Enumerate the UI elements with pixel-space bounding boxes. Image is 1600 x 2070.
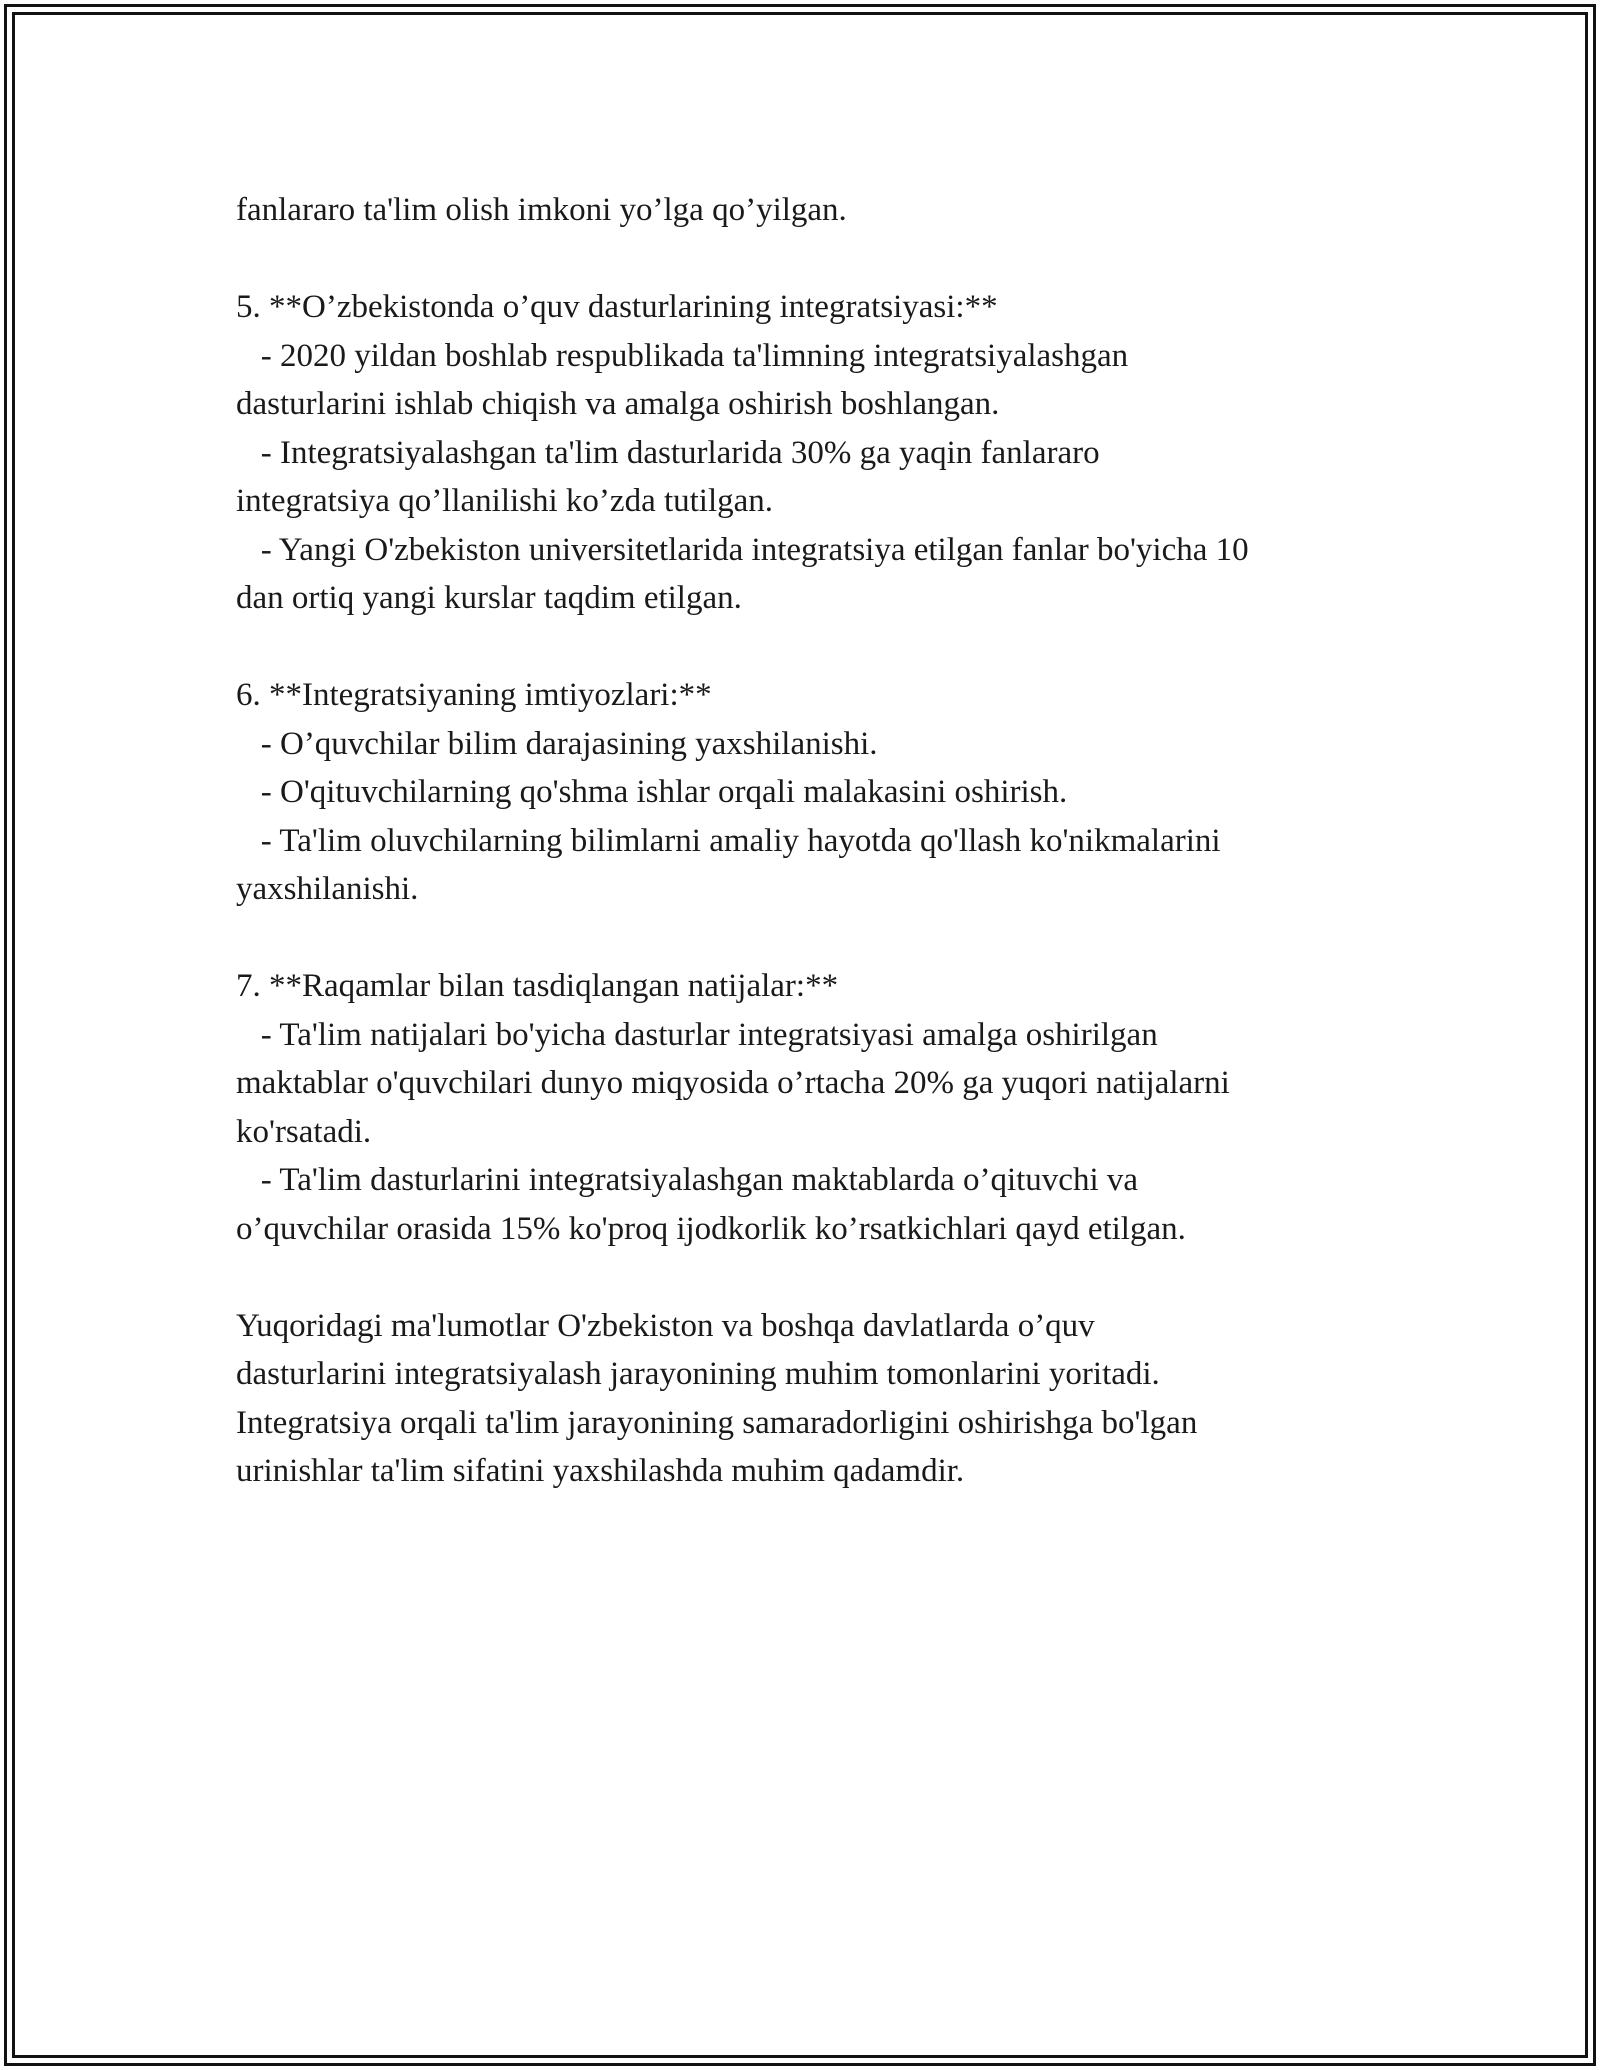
text-line: ko'rsatadi.	[236, 1113, 372, 1150]
document-body	[236, 186, 1386, 1544]
text-line: yaxshilanishi.	[236, 871, 419, 907]
section-heading: 6. **Integratsiyaning imtiyozlari:**	[236, 677, 712, 713]
text-line: - Ta'lim dasturlarini integratsiyalashgan maktablarda o’qituvchi va	[236, 1162, 1139, 1198]
text-line: - 2020 yildan boshlab respublikada ta'limning integratsiyalashgan	[236, 337, 1129, 374]
text-line: dan ortiq yangi kurslar taqdim etilgan.	[236, 580, 742, 616]
text-line: - Yangi O'zbekiston universitetlarida integratsiya etilgan fanlar bo'yicha 10	[236, 531, 1249, 568]
text-line: o’quvchilar orasida 15% ko'proq ijodkorlik ko’rsatkichlari qayd etilgan.	[236, 1210, 1186, 1247]
section-5	[236, 283, 1386, 623]
text-line: - O'qituvchilarning qo'shma ishlar orqali malakasini oshirish.	[236, 774, 1068, 810]
text-line: dasturlarini ishlab chiqish va amalga oshirish boshlangan.	[236, 386, 1000, 422]
text-line: maktablar o'quvchilari dunyo miqyosida o’rtacha 20% ga yuqori natijalarni	[236, 1065, 1230, 1101]
text-line: - Ta'lim oluvchilarning bilimlarni amaliy hayotda qo'llash ko'nikmalarini	[236, 822, 1221, 859]
section-heading: 5. **O’zbekistonda o’quv dasturlarining integratsiyasi:**	[236, 289, 998, 325]
section-7	[236, 962, 1386, 1253]
text-line: urinishlar ta'lim sifatini yaxshilashda muhim qadamdir.	[236, 1453, 965, 1489]
text-line: Yuqoridagi ma'lumotlar O'zbekiston va boshqa davlatlarda o’quv	[236, 1307, 1095, 1344]
text-line: - Ta'lim natijalari bo'yicha dasturlar integratsiyasi amalga oshirilgan	[236, 1016, 1158, 1053]
text-line: integratsiya qo’llanilishi ko’zda tutilgan.	[236, 483, 774, 519]
conclusion-paragraph	[236, 1302, 1386, 1496]
section-heading: 7. **Raqamlar bilan tasdiqlangan natijalar:**	[236, 968, 839, 1004]
text-line: - O’quvchilar bilim darajasining yaxshilanishi.	[236, 725, 878, 762]
intro-paragraph	[236, 186, 1386, 235]
section-6	[236, 671, 1386, 914]
text-line: dasturlarini integratsiyalash jarayonining muhim tomonlarini yoritadi.	[236, 1356, 1160, 1392]
text-line: fanlararo ta'lim olish imkoni yo’lga qo’yilgan.	[236, 192, 847, 228]
text-line: - Integratsiyalashgan ta'lim dasturlarida 30% ga yaqin fanlararo	[236, 434, 1100, 471]
text-line: Integratsiya orqali ta'lim jarayonining samaradorligini oshirishga bo'lgan	[236, 1404, 1198, 1441]
